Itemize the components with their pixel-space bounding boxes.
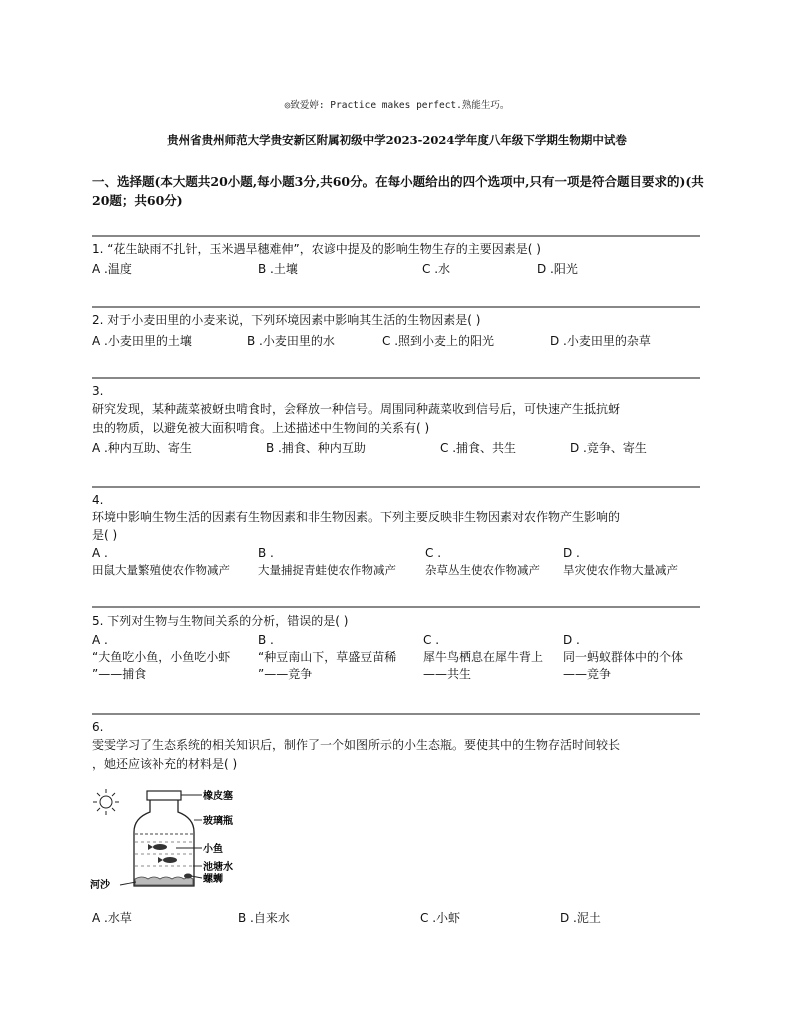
- question-5-option-b[interactable]: [258, 632, 396, 683]
- eco-bottle-figure: [90, 782, 270, 894]
- option-text-line1: 同一蚂蚁群体中的个体: [563, 650, 684, 664]
- figure-label-pond-water: 池塘水: [203, 862, 233, 873]
- question-3-stem-line1: 研究发现，某种蔬菜被蚜虫啃食时，会释放一种信号。周围同种蔬菜收到信号后，可快速产生抵抗蚜: [92, 402, 621, 416]
- question-3-number: 3.: [92, 384, 104, 398]
- option-text-line2: ——共生: [423, 667, 472, 681]
- option-label: D .: [563, 546, 580, 560]
- question-4-option-a[interactable]: [92, 545, 230, 579]
- glass-bottle: [134, 800, 194, 886]
- question-2-option-a[interactable]: A .小麦田里的土壤: [92, 334, 192, 348]
- option-text-line1: “种豆南山下，草盛豆苗稀: [258, 650, 397, 664]
- sun-icon: [93, 789, 119, 815]
- question-divider: [92, 377, 700, 379]
- question-3-stem-line2: 虫的物质，以避免被大面积啃食。上述描述中生物间的关系有( ): [92, 421, 430, 435]
- question-divider: [92, 235, 700, 237]
- rubber-stopper: [147, 791, 181, 800]
- question-2-stem: 2. 对于小麦田里的小麦来说，下列环境因素中影响其生活的生物因素是( ): [92, 313, 481, 327]
- question-4-option-d[interactable]: [563, 545, 678, 579]
- question-6-option-c[interactable]: C .小虾: [420, 911, 461, 925]
- question-5-option-d[interactable]: [563, 632, 683, 683]
- question-6-option-a[interactable]: A .水草: [92, 911, 132, 925]
- option-label: C .: [425, 546, 442, 560]
- question-6-stem-line1: 雯雯学习了生态系统的相关知识后，制作了一个如图所示的小生态瓶。要使其中的生物存活时间较长: [92, 738, 621, 752]
- question-3-option-b[interactable]: B .捕食、种内互助: [266, 441, 366, 455]
- figure-label-stopper: 橡皮塞: [203, 791, 233, 802]
- option-label: A .: [92, 633, 108, 647]
- question-divider: [92, 306, 700, 308]
- label-leaders: [120, 795, 202, 885]
- option-text: 旱灾使农作物大量减产: [563, 563, 678, 577]
- question-3-option-d[interactable]: D .竞争、寄生: [570, 441, 647, 455]
- option-text-line1: “大鱼吃小鱼，小鱼吃小虾: [92, 650, 231, 664]
- question-6-option-d[interactable]: D .泥土: [560, 911, 601, 925]
- option-label: C .: [423, 633, 440, 647]
- question-5-option-a[interactable]: [92, 632, 230, 683]
- question-1-stem: 1. “花生缺雨不扎针，玉米遇旱穗难伸”，农谚中提及的影响生物生存的主要因素是( ): [92, 242, 541, 256]
- question-2-option-b[interactable]: B .小麦田里的水: [247, 334, 335, 348]
- question-1-option-b[interactable]: B .土壤: [258, 262, 298, 276]
- snail-icon: [184, 874, 192, 879]
- question-4-option-b[interactable]: [258, 545, 396, 579]
- option-label: B .: [258, 546, 274, 560]
- question-divider: [92, 486, 700, 488]
- option-text: 大量捕捉青蛙使农作物减产: [258, 563, 396, 577]
- option-text-line2: ”——竞争: [258, 667, 313, 681]
- page-motto: ◎致爱婷: Practice makes perfect.熟能生巧。: [284, 100, 510, 111]
- question-4-stem-line2: 是( ): [92, 528, 118, 542]
- question-1-option-a[interactable]: A .温度: [92, 262, 132, 276]
- figure-label-fish: 小鱼: [203, 844, 223, 855]
- river-sand: [135, 877, 193, 885]
- question-6-option-b[interactable]: B .自来水: [238, 911, 290, 925]
- question-5-stem: 5. 下列对生物与生物间关系的分析，错误的是( ): [92, 614, 349, 628]
- question-2-option-d[interactable]: D .小麦田里的杂草: [550, 334, 651, 348]
- figure-label-bottle: 玻璃瓶: [203, 816, 233, 827]
- question-divider: [92, 606, 700, 608]
- option-label: D .: [563, 633, 580, 647]
- question-4-number: 4.: [92, 493, 104, 507]
- figure-label-snail: 螺蛳: [203, 874, 223, 885]
- question-divider: [92, 713, 700, 715]
- section-heading: 一、选择题(本大题共20小题,每小题3分,共60分。在每小题给出的四个选项中,只有一项是符合题目要求的)(共20题；共60分): [92, 174, 704, 208]
- question-3-option-a[interactable]: A .种内互助、寄生: [92, 441, 192, 455]
- question-3-option-c[interactable]: C .捕食、共生: [440, 441, 517, 455]
- option-text-line2: ”——捕食: [92, 667, 147, 681]
- option-text-line2: ——竞争: [563, 667, 612, 681]
- option-text-line1: 犀牛鸟栖息在犀牛背上: [423, 650, 544, 664]
- question-1-option-d[interactable]: D .阳光: [537, 262, 578, 276]
- option-label: A .: [92, 546, 108, 560]
- fish-icon: [148, 844, 177, 863]
- exam-title: 贵州省贵州师范大学贵安新区附属初级中学2023-2024学年度八年级下学期生物期中试卷: [167, 133, 627, 147]
- question-5-option-c[interactable]: [423, 632, 543, 683]
- option-text: 杂草丛生使农作物减产: [425, 563, 540, 577]
- option-label: B .: [258, 633, 274, 647]
- question-4-stem-line1: 环境中影响生物生活的因素有生物因素和非生物因素。下列主要反映非生物因素对农作物产生影响的: [92, 510, 621, 524]
- option-text: 田鼠大量繁殖使农作物减产: [92, 563, 230, 577]
- question-6-number: 6.: [92, 720, 104, 734]
- question-6-stem-line2: ，她还应该补充的材料是( ): [92, 757, 238, 771]
- figure-label-sand: 河沙: [90, 880, 110, 891]
- question-4-option-c[interactable]: [425, 545, 540, 579]
- question-2-option-c[interactable]: C .照到小麦上的阳光: [382, 334, 495, 348]
- question-1-option-c[interactable]: C .水: [422, 262, 451, 276]
